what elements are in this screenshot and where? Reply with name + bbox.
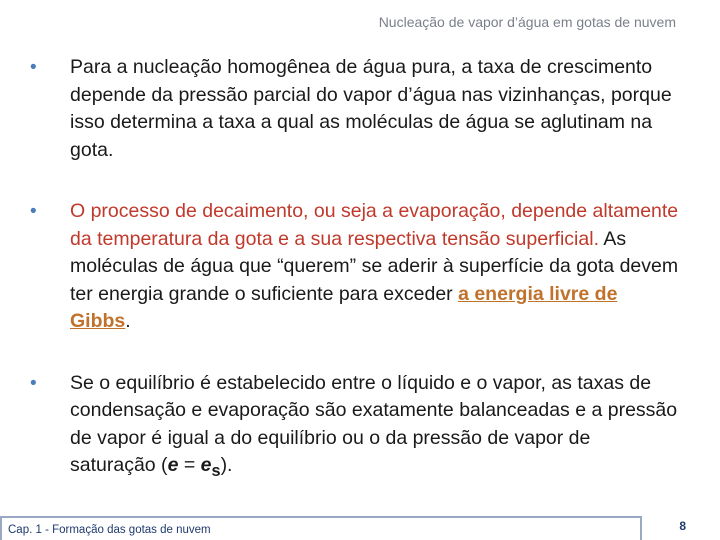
- bullet-dot-icon: •: [30, 372, 37, 394]
- footer-bar: [0, 516, 642, 540]
- bullet-item-homogeneous-nucleation: [30, 54, 680, 164]
- equation-es: e: [200, 454, 212, 476]
- footer-caption: Cap. 1 - Formação das gotas de nuvem: [8, 524, 211, 536]
- equation-e: e: [167, 454, 179, 476]
- bullet-text-end: .: [125, 310, 131, 332]
- bullet-dot-icon: •: [30, 201, 37, 222]
- bullet-item-equilibrium: [30, 370, 680, 486]
- bullet-text: Se o equilíbrio é estabelecido entre o líquido e o vapor, as taxas de condensação e evaporação são exatamente balanceadas e a pressão de vapor é igual a do equilíbrio ou o da pressão de vapor de saturação (: [70, 371, 678, 476]
- bullet-text: Para a nucleação homogênea de água pura, a taxa de crescimento depende da pressão parcial do vapor d’água nas vizinhanças, porque isso determina a taxa a qual as moléculas de água se aglutinam na gota.: [70, 56, 672, 161]
- bullet-item-decay-process: [30, 198, 680, 336]
- bullet-text-end: ).: [220, 454, 233, 476]
- bullet-highlight-text: O processo de decaimento, ou seja a evaporação, depende altamente da temperatura da gota e a sua respectiva tensão superficial.: [70, 200, 679, 250]
- equation-operator: =: [178, 454, 201, 476]
- footer-inner: [2, 518, 640, 540]
- equation-es-subscript: s: [211, 461, 221, 480]
- page-number: 8: [679, 519, 686, 533]
- bullet-text: As moléculas de água que “querem” se aderir à superfície da gota devem ter energia grande o suficiente para exceder: [70, 227, 679, 305]
- gibbs-energy-link[interactable]: a energia livre de Gibbs: [70, 282, 618, 332]
- bullet-dot-icon: •: [30, 57, 37, 78]
- bullet-list: [30, 54, 680, 485]
- slide-header-title: Nucleação de vapor d’água em gotas de nuvem: [378, 14, 676, 30]
